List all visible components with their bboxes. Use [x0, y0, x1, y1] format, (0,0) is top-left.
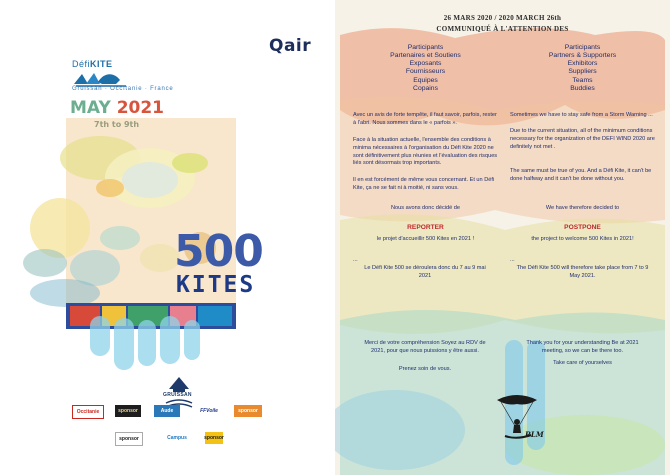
right-page	[335, 0, 670, 475]
qair-logo: Qair	[269, 36, 312, 56]
fr-paragraph-3: Il en est forcément de même vous concernant. Et un Défi Kite, ça ne se fait ni à moitié, ni sans vous.	[353, 177, 495, 191]
en-paragraph-1: Sometimes we have to stay safe from a Storm Warning ...	[510, 112, 653, 118]
event-year: 2021	[116, 98, 165, 118]
en-recipients-list	[510, 44, 655, 93]
big-500-number: 500	[174, 226, 263, 277]
list-item: Partners & Supporters	[548, 52, 617, 60]
fr-thanks-text: Merci de votre compréhension Soyez au RDV de 2021, pour que nous puissions y être aussi.	[364, 340, 486, 354]
en-thanks-text: Thank you for your understanding Be at 2021 meeting, so we can be there too.	[526, 340, 639, 354]
sponsor-logo-1: Occitanie	[72, 405, 104, 419]
en-postpone-word: POSTPONE	[564, 224, 601, 231]
list-item: Participants	[407, 44, 444, 51]
fr-paragraph-1: Avec un avis de forte tempête, il faut savoir, parfois, rester à l'abri. Nous sommes dans le « parfois ».	[353, 112, 497, 126]
en-date-text: The Défi Kite 500 will therefore take place from 7 to 9 May 2021.	[516, 265, 649, 279]
sponsor-logo-3: Aude	[154, 405, 180, 417]
list-item: Copains	[413, 84, 438, 92]
en-paragraph-3: The same must be true of you. And a Défi Kite, it can't be done halfway and it can't be done without you.	[510, 168, 652, 182]
defikite-title	[72, 59, 113, 69]
event-month: MAY	[70, 98, 111, 118]
list-item: Partenaires et Soutiens	[390, 52, 461, 60]
list-item: Equipes	[413, 76, 438, 84]
list-item: Suppliers	[568, 68, 597, 76]
list-item: Exhibitors	[567, 60, 598, 68]
fr-ellipsis: ...	[353, 257, 358, 263]
fr-date-text: Le Défi Kite 500 se déroulera donc du 7 au 9 mai 2021	[364, 265, 486, 279]
kites-word: KITES	[176, 272, 256, 298]
list-item: Exposants	[409, 60, 442, 68]
sponsor-logo-6: sponsor	[115, 432, 143, 446]
fr-recipients-list	[353, 44, 498, 93]
location-text: Gruissan · Occitanie · France	[72, 86, 174, 92]
en-care-text: Take care of yourselves	[553, 360, 612, 366]
signature: BLM	[525, 430, 544, 439]
en-decide-text: We have therefore decided to	[545, 205, 620, 211]
list-item: Buddies	[570, 84, 595, 92]
header-date: 26 MARS 2020 / 2020 MARCH 26th	[443, 14, 562, 22]
fr-project-text: le projet d'accueillir 500 Kites en 2021 !	[376, 236, 475, 242]
list-item: Fournisseurs	[405, 68, 446, 76]
en-project-text: the project to welcome 500 Kites in 2021!	[531, 236, 634, 242]
defi-suffix: KITE	[90, 59, 113, 69]
sponsor-logo-2: sponsor	[115, 405, 141, 417]
fr-paragraph-2: Face à la situation actuelle, l'ensemble des conditions à minima nécessaires à l'organisation du Défi Kite 2020 ne sont définitivement plus réunies et l'évaluation des risques liés sont désormais trop importants.	[353, 137, 498, 167]
en-paragraph-2: Due to the current situation, all of the minimum conditions necessary for the organization of the DEFI WIND 2020 are definitely not met .	[510, 128, 655, 150]
list-item: Teams	[572, 76, 593, 84]
list-item: Participants	[564, 44, 601, 51]
sponsor-logo-5: sponsor	[234, 405, 262, 417]
kite-artwork-illustration	[0, 118, 335, 378]
fr-care-text: Prenez soin de vous.	[398, 366, 452, 372]
header-communique: COMMUNIQUÉ À L'ATTENTION DES	[436, 25, 569, 33]
sponsor-logo-7: Campus	[164, 432, 190, 444]
en-ellipsis: ...	[510, 257, 515, 263]
gruissan-label: GRUISSAN	[163, 392, 192, 398]
event-month-year	[70, 98, 164, 118]
fr-decide-text: Nous avons donc décidé de	[390, 205, 461, 211]
defi-prefix: Défi	[72, 59, 91, 69]
sponsor-logo-4: FFVoile	[194, 405, 224, 417]
fr-reporter-word: REPORTER	[407, 224, 444, 231]
sponsor-logo-8: sponsor	[205, 432, 223, 444]
